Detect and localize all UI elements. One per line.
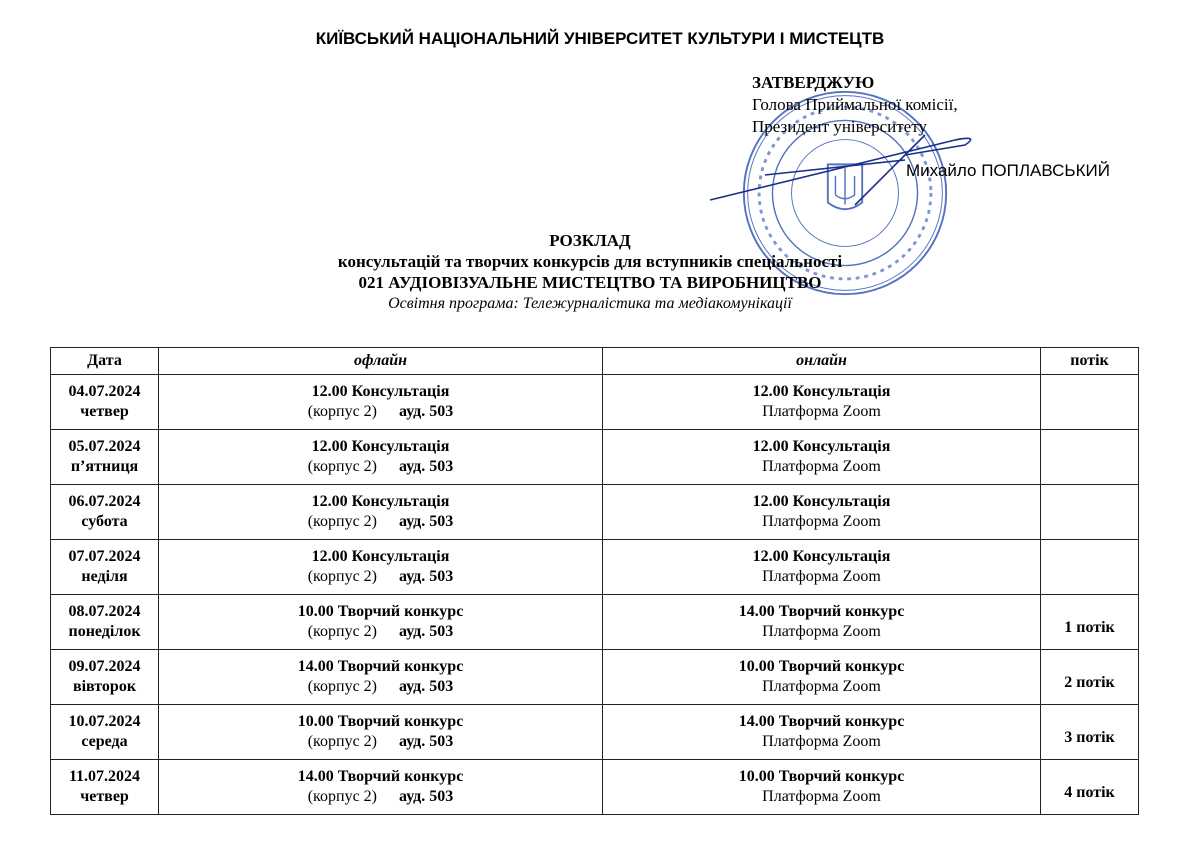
approval-line-1: Голова Приймальної комісії, [752,95,958,114]
date: 05.07.2024 [68,438,141,455]
header-offline: офлайн [159,348,603,375]
weekday: п’ятниця [70,458,139,475]
stream-cell [1041,595,1139,650]
stream-cell [1041,540,1139,595]
online-cell [603,705,1041,760]
schedule-table [50,347,1139,815]
online-platform: Платформа Zoom [762,678,881,695]
online-cell [603,375,1041,430]
offline-building: (корпус 2) [307,458,377,475]
stream-cell [1041,650,1139,705]
date-cell [51,485,159,540]
offline-event: 14.00 Творчий конкурс [297,658,464,675]
date-cell [51,430,159,485]
offline-event: 12.00 Консультація [311,438,450,455]
approval-block [752,72,958,138]
offline-event: 12.00 Консультація [311,383,450,400]
online-platform: Платформа Zoom [762,513,881,530]
header-online: онлайн [603,348,1041,375]
university-name: КИЇВСЬКИЙ НАЦІОНАЛЬНИЙ УНІВЕРСИТЕТ КУЛЬТУРИ І МИСТЕЦТВ [315,29,885,48]
stream-label [1041,508,1138,528]
online-platform: Платформа Zoom [762,733,881,750]
online-event: 12.00 Консультація [752,548,891,565]
table-row [51,650,1139,705]
date-cell [51,375,159,430]
online-cell [603,650,1041,705]
offline-building: (корпус 2) [307,788,377,805]
date: 08.07.2024 [68,603,141,620]
stream-cell [1041,375,1139,430]
online-event: 14.00 Творчий конкурс [738,603,905,620]
stream-label: 2 потік [1064,674,1115,691]
offline-room: ауд. 503 [399,678,454,695]
offline-room: ауд. 503 [399,788,454,805]
online-event: 12.00 Консультація [752,493,891,510]
header-stream: потік [1041,348,1139,375]
offline-event: 10.00 Творчий конкурс [297,603,464,620]
offline-event: 14.00 Творчий конкурс [297,768,464,785]
offline-cell [159,540,603,595]
offline-building: (корпус 2) [307,513,377,530]
offline-building: (корпус 2) [307,733,377,750]
date-cell [51,705,159,760]
offline-room: ауд. 503 [399,403,454,420]
table-row [51,705,1139,760]
table-row [51,760,1139,815]
offline-cell [159,760,603,815]
header-date: Дата [51,348,159,375]
weekday: субота [81,513,128,530]
offline-event: 12.00 Консультація [311,493,450,510]
document-subtitle: консультацій та творчих конкурсів для вступників спеціальності [337,252,843,271]
online-event: 12.00 Консультація [752,383,891,400]
offline-cell [159,375,603,430]
date: 09.07.2024 [68,658,141,675]
online-cell [603,595,1041,650]
online-event: 12.00 Консультація [752,438,891,455]
offline-room: ауд. 503 [399,733,454,750]
weekday: четвер [80,403,129,420]
online-platform: Платформа Zoom [762,403,881,420]
date: 07.07.2024 [68,548,141,565]
offline-cell [159,595,603,650]
date-cell [51,540,159,595]
weekday: середа [81,733,128,750]
approval-line-2: Президент університету [752,117,927,136]
online-cell [603,540,1041,595]
stream-cell [1041,430,1139,485]
table-row [51,375,1139,430]
online-cell [603,760,1041,815]
online-event: 10.00 Творчий конкурс [738,768,905,785]
date-cell [51,595,159,650]
signer-name: Михайло ПОПЛАВСЬКИЙ [906,161,1110,180]
date-cell [51,650,159,705]
stream-label [1041,453,1138,473]
stream-cell [1041,485,1139,540]
weekday: вівторок [72,678,137,695]
document-title: РОЗКЛАД [549,231,631,250]
online-cell [603,430,1041,485]
online-event: 10.00 Творчий конкурс [738,658,905,675]
stream-label: 3 потік [1064,729,1115,746]
offline-building: (корпус 2) [307,678,377,695]
table-row [51,595,1139,650]
date: 04.07.2024 [68,383,141,400]
online-cell [603,485,1041,540]
stream-label [1041,398,1138,418]
offline-event: 12.00 Консультація [311,548,450,565]
specialty: 021 АУДІОВІЗУАЛЬНЕ МИСТЕЦТВО ТА ВИРОБНИЦТВО [358,273,822,292]
date: 06.07.2024 [68,493,141,510]
weekday: неділя [81,568,128,585]
offline-cell [159,650,603,705]
online-platform: Платформа Zoom [762,458,881,475]
stream-label [1041,563,1138,583]
offline-cell [159,485,603,540]
online-event: 14.00 Творчий конкурс [738,713,905,730]
table-header [51,348,1139,375]
offline-room: ауд. 503 [399,513,454,530]
offline-building: (корпус 2) [307,403,377,420]
date: 11.07.2024 [68,768,141,785]
date-cell [51,760,159,815]
stream-cell [1041,760,1139,815]
program: Освітня програма: Тележурналістика та медіакомунікації [388,295,792,312]
offline-room: ауд. 503 [399,568,454,585]
approval-title: ЗАТВЕРДЖУЮ [752,73,875,92]
offline-event: 10.00 Творчий конкурс [297,713,464,730]
weekday: четвер [80,788,129,805]
table-row [51,430,1139,485]
table-row [51,540,1139,595]
offline-cell [159,705,603,760]
document-title-block [0,230,1180,314]
online-platform: Платформа Zoom [762,568,881,585]
date: 10.07.2024 [68,713,141,730]
stream-label: 1 потік [1064,619,1115,636]
offline-cell [159,430,603,485]
offline-building: (корпус 2) [307,568,377,585]
online-platform: Платформа Zoom [762,788,881,805]
stream-label: 4 потік [1064,784,1115,801]
offline-room: ауд. 503 [399,458,454,475]
stream-cell [1041,705,1139,760]
weekday: понеділок [68,623,141,640]
table-row [51,485,1139,540]
offline-room: ауд. 503 [399,623,454,640]
offline-building: (корпус 2) [307,623,377,640]
online-platform: Платформа Zoom [762,623,881,640]
